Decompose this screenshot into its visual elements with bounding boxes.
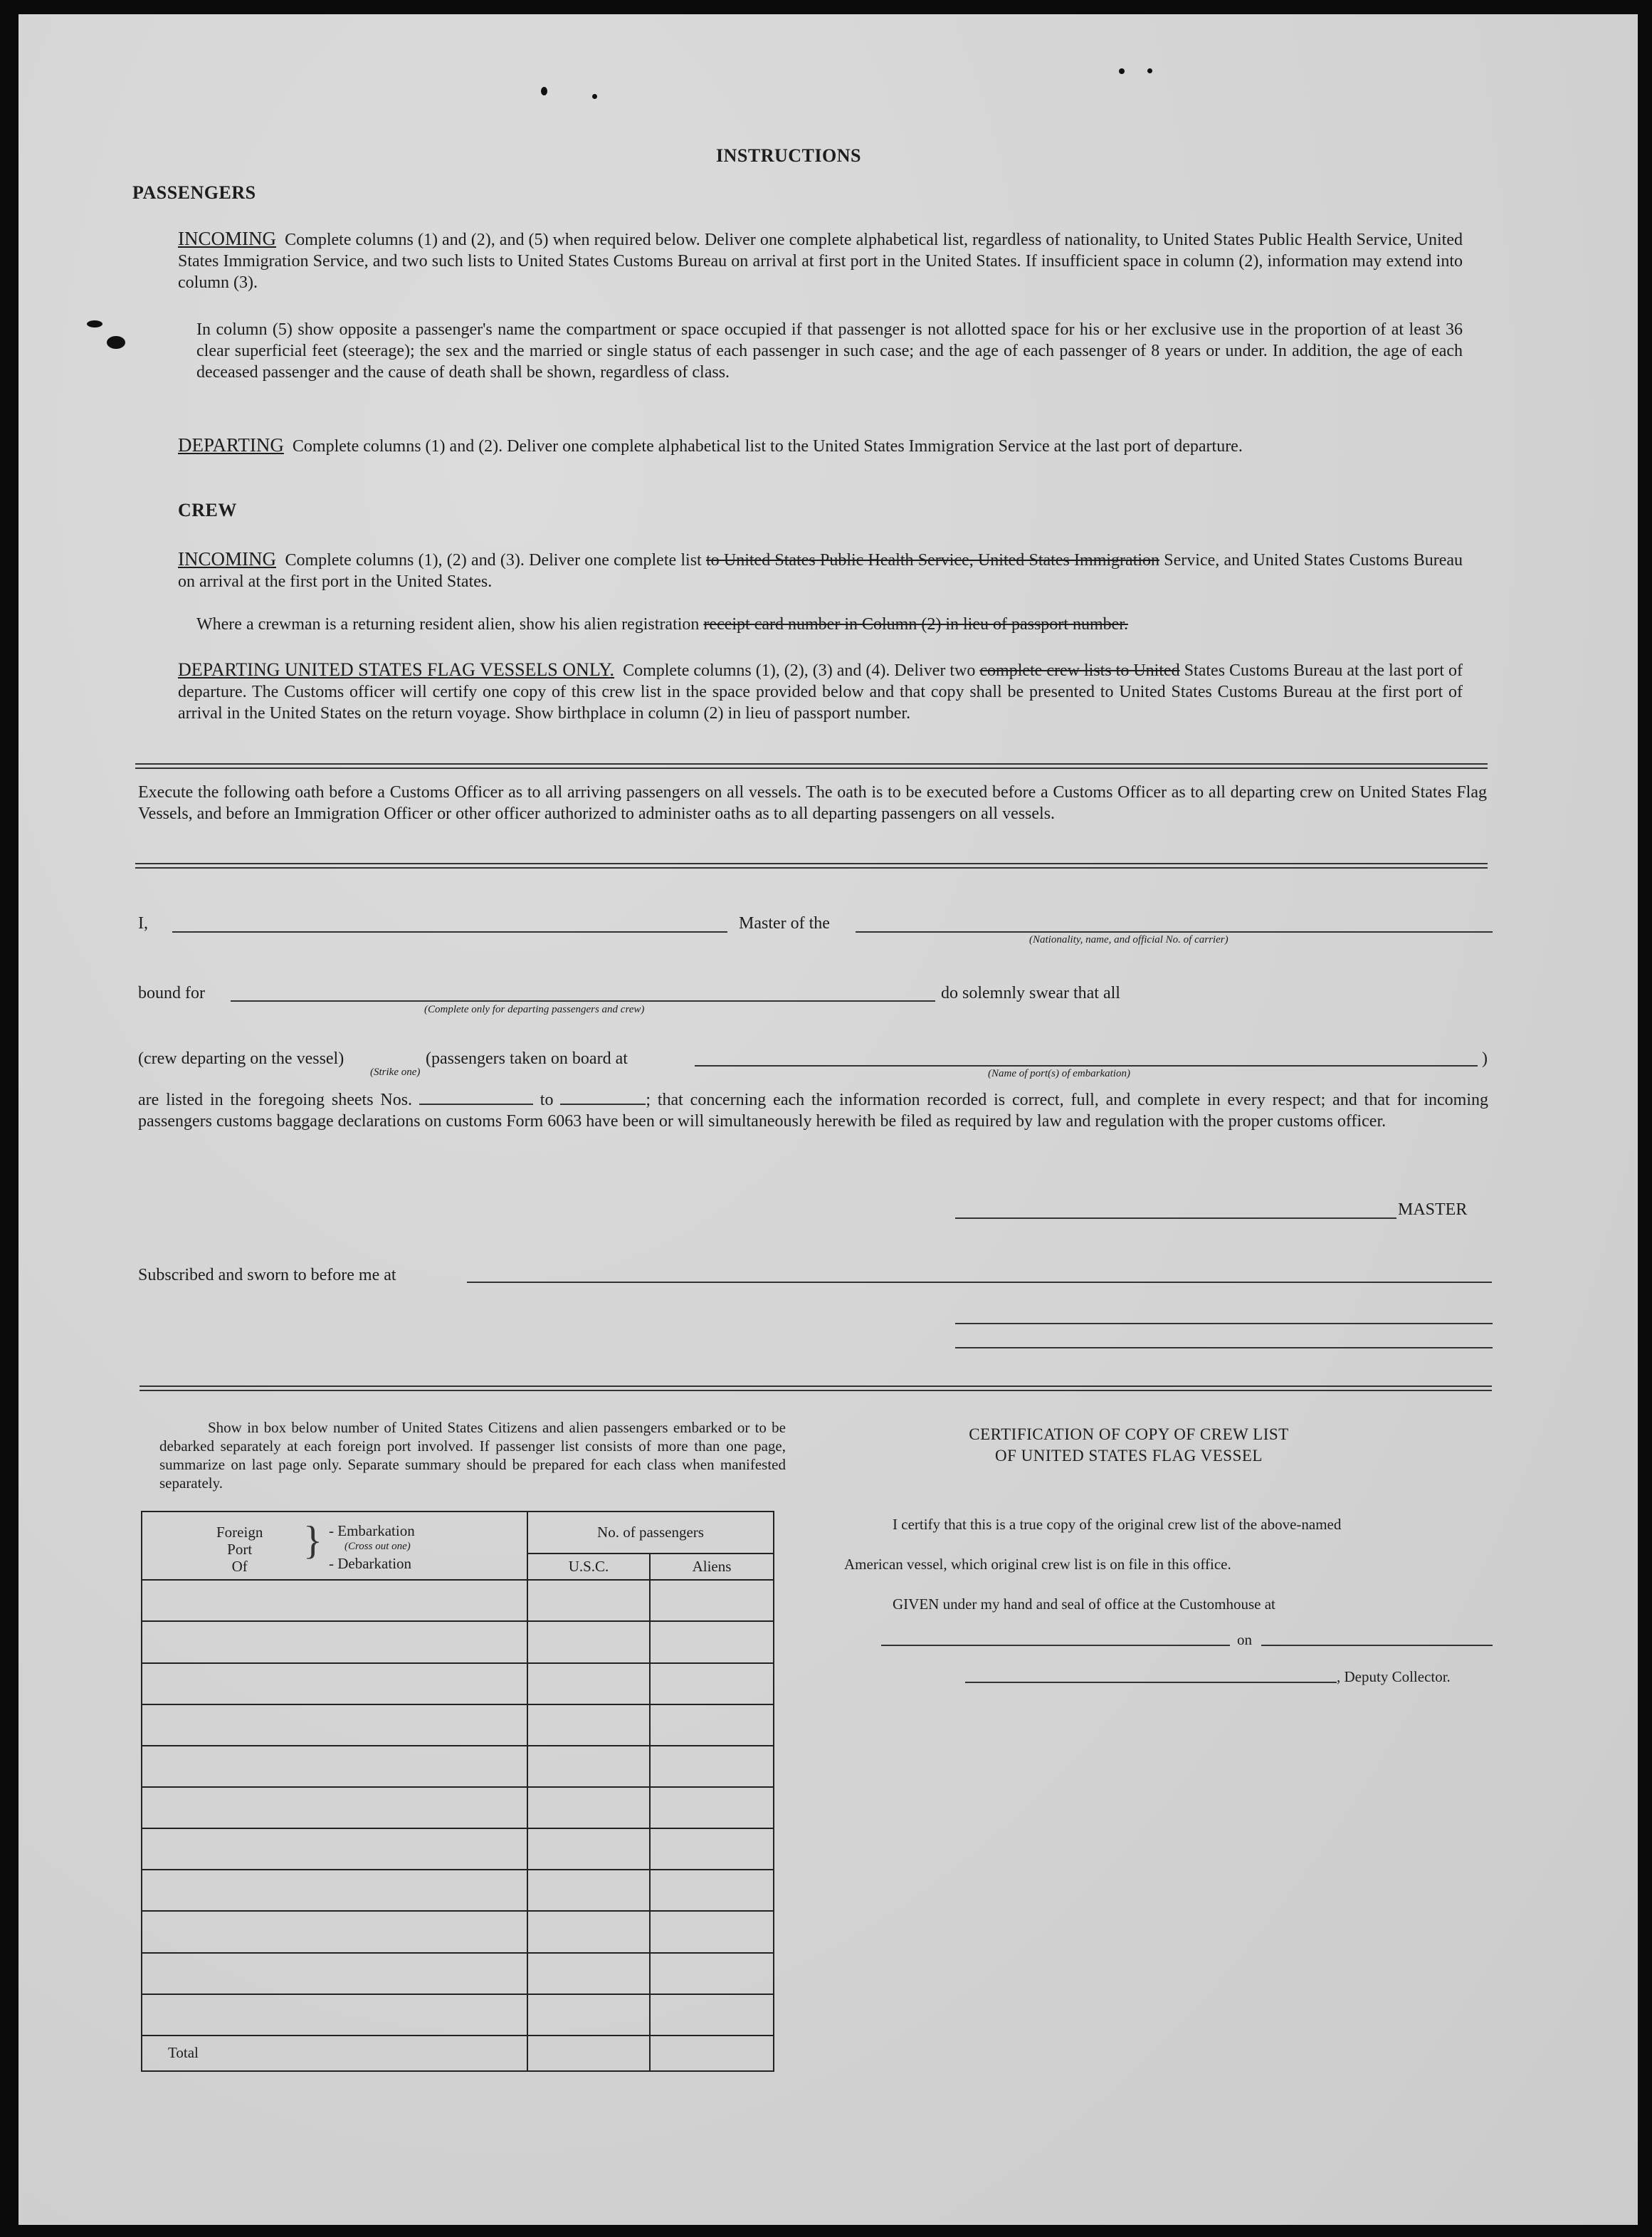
certification-date-field[interactable] (1261, 1645, 1493, 1646)
passengers-departing-label: DEPARTING (178, 434, 284, 456)
port-cell[interactable] (142, 1580, 527, 1621)
aliens-cell[interactable] (650, 1911, 774, 1952)
scan-speck (541, 87, 547, 95)
usc-cell[interactable] (527, 1787, 650, 1828)
document-page (19, 14, 1638, 2225)
oath-i-label: I, (138, 914, 148, 933)
oath-passengers-taken: (passengers taken on board at (426, 1049, 628, 1068)
usc-cell[interactable] (527, 1828, 650, 1870)
port-cell[interactable] (142, 1663, 527, 1704)
crew-departing-flag-paragraph (178, 659, 1463, 724)
table-row (142, 1746, 774, 1787)
oath-listed-b: ; that concerning each the information recorded is correct, full, and complete in every respect; and that for incoming passengers customs baggage declarations on customs Form 6063 have been or will simultaneously herewith be filed as required by law and regulation with the proper customs officer. (138, 1091, 1488, 1131)
total-label: Total (142, 2036, 527, 2071)
port-cell[interactable] (142, 1994, 527, 2036)
total-usc-cell[interactable] (527, 2036, 650, 2071)
deputy-collector-label: , Deputy Collector. (1337, 1668, 1451, 1685)
passengers-incoming-text: Complete columns (1) and (2), and (5) when required below. Deliver one complete alphabetical list, regardless of nationality, to United States Public Health Service, United States Immigration Service, and two such lists to United States Customs Bureau on arrival at first port in the United States. If insufficient space in column (2), information may extend into column (3). (178, 231, 1463, 292)
brace-glyph: } (303, 1519, 322, 1563)
summary-note: Show in box below number of United States Citizens and alien passengers embarked or to be debarked separately at each foreign port involved. If passenger list consists of more than one page, summarize on last page only. Separate summary should be prepared for each class when manifested separately. (159, 1419, 786, 1492)
usc-cell[interactable] (527, 1953, 650, 1994)
table-row (142, 1953, 774, 1994)
oath-master-of-the: Master of the (739, 914, 830, 933)
aliens-cell[interactable] (650, 1704, 774, 1746)
usc-cell[interactable] (527, 1704, 650, 1746)
crew-incoming-text-b: Service, and United States Customs Bureau on arrival at the first port in the United States. (178, 551, 1463, 591)
oath-subscribed: Subscribed and sworn to before me at (138, 1266, 396, 1284)
carrier-field[interactable] (856, 931, 1493, 933)
bound-for-field[interactable] (231, 1000, 935, 1002)
oath-listed-a: are listed in the foregoing sheets Nos. (138, 1091, 413, 1109)
table-row (142, 1828, 774, 1870)
port-cell[interactable] (142, 1911, 527, 1952)
aliens-cell[interactable] (650, 1663, 774, 1704)
debarkation-label: - Debarkation (329, 1555, 412, 1572)
oath-intro: Execute the following oath before a Customs Officer as to all arriving passengers on all vessels. The oath is to be executed before a Customs Officer as to all departing crew on United States Flag Vessels, and before an Immigration Officer or other officer authorized to administer oaths as to all departing passengers on all vessels. (138, 783, 1487, 823)
crew-incoming-text-a: Complete columns (1), (2) and (3). Deliver one complete list (285, 551, 702, 570)
oath-bound-for: bound for (138, 984, 205, 1002)
certification-title-line2: OF UNITED STATES FLAG VESSEL (995, 1447, 1263, 1465)
aliens-cell[interactable] (650, 1828, 774, 1870)
foreign-port-of-label (216, 1524, 263, 1575)
certification-given-text: GIVEN under my hand and seal of office at the Customhouse at (893, 1596, 1275, 1613)
crew-incoming-paragraph (178, 548, 1463, 592)
certification-text-a: I certify that this is a true copy of the original crew list of the above-named (893, 1516, 1342, 1533)
port-cell[interactable] (142, 1787, 527, 1828)
aliens-cell[interactable] (650, 1787, 774, 1828)
usc-cell[interactable] (527, 1580, 650, 1621)
certification-on-label: on (1237, 1631, 1252, 1648)
no-of-passengers-header: No. of passengers (527, 1512, 774, 1554)
certification-title-line1: CERTIFICATION OF COPY OF CREW LIST (969, 1425, 1289, 1443)
total-row (142, 2036, 774, 2071)
master-signature-field[interactable] (955, 1217, 1396, 1219)
crew-resident-text-struck: receipt card number in Column (2) in lieu of passport number. (703, 615, 1128, 634)
passengers-incoming-paragraph (178, 228, 1463, 293)
aliens-cell[interactable] (650, 1621, 774, 1662)
section-divider-top (135, 763, 1488, 769)
deputy-collector-signature-field[interactable] (965, 1682, 1337, 1683)
crew-resident-paragraph (196, 614, 1463, 635)
crew-heading: CREW (178, 500, 237, 520)
usc-cell[interactable] (527, 1746, 650, 1787)
officer-signature-field-2[interactable] (955, 1347, 1493, 1348)
passengers-column5-text: In column (5) show opposite a passenger's name the compartment or space occupied if that passenger is not allotted space for his or her exclusive use in the proportion of at least 36 clear superficial feet (steerage); the sex and the married or single status of each passenger in such case; and the age of each passenger of 8 years or under. In addition, the age of each deceased passenger and the cause of death shall be shown, regardless of class. (196, 320, 1463, 382)
master-name-field[interactable] (172, 931, 727, 933)
strike-one-caption: (Strike one) (370, 1067, 421, 1078)
scan-speck (1147, 68, 1152, 73)
ports-of-embarkation-field[interactable] (695, 1065, 1478, 1067)
port-label: Port (227, 1541, 253, 1558)
embarkation-label: - Embarkation (329, 1522, 415, 1539)
oath-listed-to: to (540, 1091, 554, 1109)
cross-out-one-caption: (Cross out one) (344, 1541, 411, 1552)
crew-incoming-text-struck: to United States Public Health Service, United States Immigration (705, 551, 1160, 570)
scan-speck (1119, 68, 1125, 74)
instructions-title: INSTRUCTIONS (716, 145, 861, 166)
oath-listed-paragraph (138, 1089, 1488, 1132)
table-row (142, 1787, 774, 1828)
crew-departing-flag-label: DEPARTING UNITED STATES FLAG VESSELS ONLY. (178, 659, 615, 680)
passengers-heading: PASSENGERS (132, 182, 256, 203)
oath-master-label: MASTER (1398, 1200, 1468, 1219)
oath-swear-text: do solemnly swear that all (941, 984, 1120, 1002)
table-row (142, 1994, 774, 2036)
usc-cell[interactable] (527, 1870, 650, 1911)
crew-departing-flag-text-struck: complete crew lists to United (979, 661, 1180, 680)
crew-incoming-label: INCOMING (178, 548, 276, 570)
port-cell[interactable] (142, 1704, 527, 1746)
passengers-departing-paragraph (178, 434, 1463, 457)
section-divider-bottom (140, 1385, 1492, 1391)
usc-cell[interactable] (527, 1621, 650, 1662)
certification-title-block (944, 1424, 1314, 1467)
aliens-cell[interactable] (650, 1994, 774, 2036)
usc-cell[interactable] (527, 1911, 650, 1952)
crew-resident-text-a: Where a crewman is a returning resident alien, show his alien registration (196, 615, 700, 634)
aliens-header: Aliens (650, 1554, 774, 1580)
total-aliens-cell[interactable] (650, 2036, 774, 2071)
oath-divider (135, 863, 1488, 869)
customhouse-field[interactable] (881, 1645, 1230, 1646)
port-cell[interactable] (142, 1870, 527, 1911)
sheet-from-field[interactable] (419, 1091, 533, 1105)
port-cell[interactable] (142, 1828, 527, 1870)
table-row (142, 1580, 774, 1621)
port-cell[interactable] (142, 1746, 527, 1787)
aliens-cell[interactable] (650, 1580, 774, 1621)
passenger-summary-table (141, 1511, 774, 2072)
table-row (142, 1911, 774, 1952)
table-row (142, 1870, 774, 1911)
sworn-at-field[interactable] (467, 1282, 1492, 1283)
table-row (142, 1621, 774, 1662)
scan-speck (592, 94, 597, 99)
complete-only-caption: (Complete only for departing passengers and crew) (424, 1004, 645, 1015)
usc-cell[interactable] (527, 1663, 650, 1704)
foreign-label: Foreign (216, 1524, 263, 1541)
table-row (142, 1704, 774, 1746)
oath-close-paren: ) (1482, 1049, 1488, 1068)
port-cell[interactable] (142, 1953, 527, 1994)
punch-mark (107, 336, 125, 349)
usc-header: U.S.C. (527, 1554, 650, 1580)
of-label: Of (231, 1558, 248, 1575)
crew-departing-flag-text-b: States Customs Bureau at the last port of departure. The Customs officer will certify one copy of this crew list in the space provided below and that copy shall be presented to United States Customs Bureau at the first port of arrival in the United States on the return voyage. Show birthplace in column (2) in lieu of passport number. (178, 661, 1463, 723)
nationality-caption: (Nationality, name, and official No. of carrier) (1029, 934, 1229, 945)
port-header-cell (142, 1512, 527, 1580)
usc-cell[interactable] (527, 1994, 650, 2036)
passengers-departing-text: Complete columns (1) and (2). Deliver one complete alphabetical list to the United States Immigration Service at the last port of departure. (292, 437, 1243, 456)
aliens-cell[interactable] (650, 1746, 774, 1787)
certification-text-b: American vessel, which original crew list is on file in this office. (844, 1556, 1231, 1573)
port-cell[interactable] (142, 1621, 527, 1662)
aliens-cell[interactable] (650, 1953, 774, 1994)
passengers-column5-paragraph (196, 319, 1463, 383)
officer-signature-field-1[interactable] (955, 1323, 1493, 1324)
punch-mark (87, 320, 102, 328)
passengers-incoming-label: INCOMING (178, 228, 276, 249)
sheet-to-field[interactable] (560, 1091, 646, 1105)
oath-crew-departing: (crew departing on the vessel) (138, 1049, 344, 1068)
aliens-cell[interactable] (650, 1870, 774, 1911)
crew-departing-flag-text-a: Complete columns (1), (2), (3) and (4). Deliver two (623, 661, 976, 680)
ports-caption: (Name of port(s) of embarkation) (988, 1068, 1130, 1079)
table-row (142, 1663, 774, 1704)
